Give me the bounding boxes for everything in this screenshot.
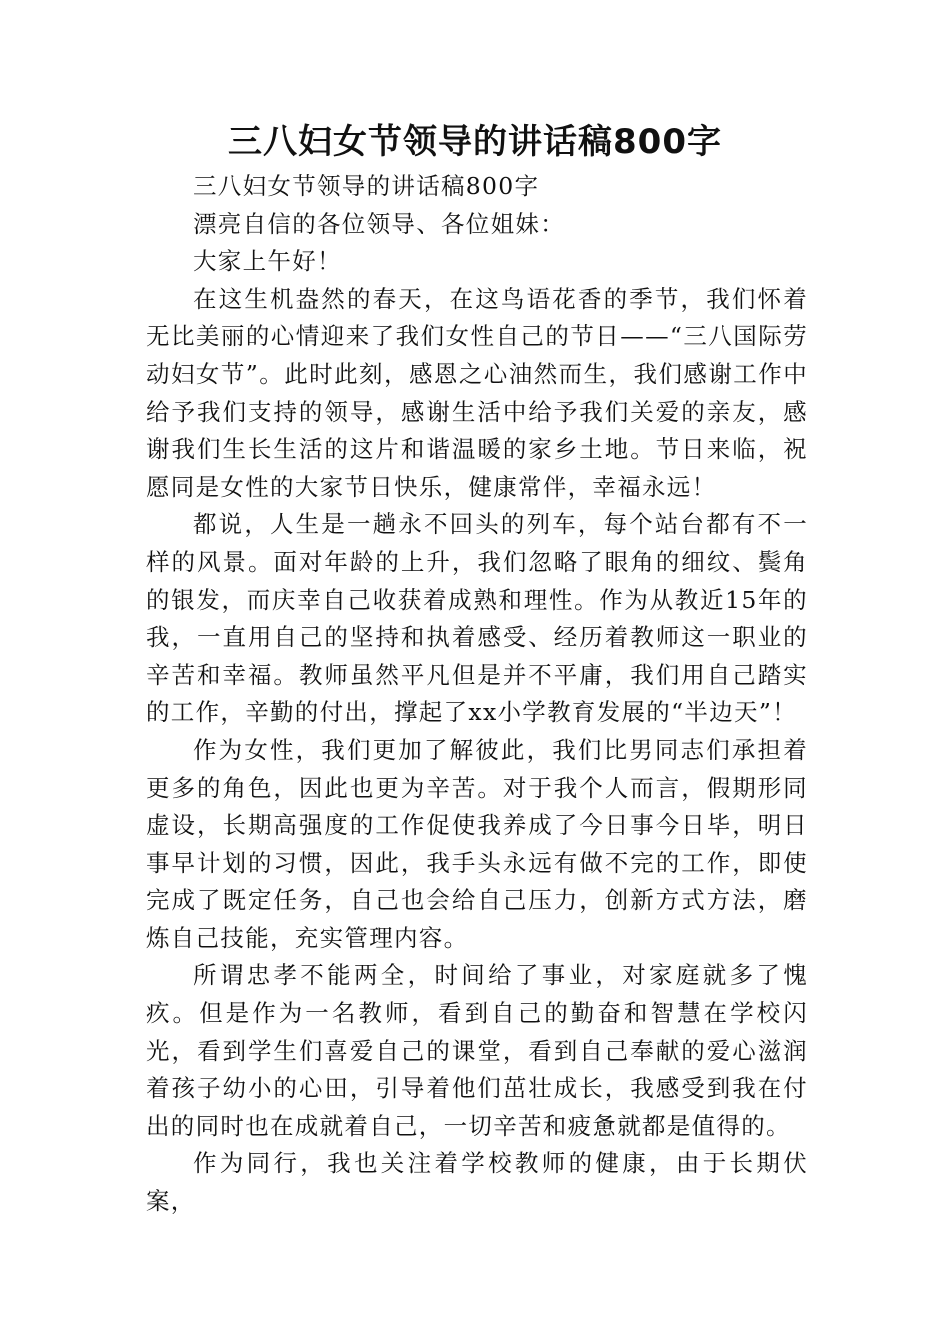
document-body — [146, 168, 808, 1221]
paragraph: 所谓忠孝不能两全，时间给了事业，对家庭就多了愧疚。但是作为一名教师，看到自己的勤奋和智慧在学校闪光，看到学生们喜爱自己的课堂，看到自己奉献的爱心滋润着孩子幼小的心田，引导着他们茁壮成长，我感受到我在付出的同时也在成就着自己，一切辛苦和疲惫就都是值得的。 — [146, 961, 808, 1140]
paragraph: 作为同行，我也关注着学校教师的健康，由于长期伏案， — [146, 1149, 808, 1216]
paragraph-salutation: 漂亮自信的各位领导、各位姐妹： — [193, 209, 565, 238]
paragraph: 都说，人生是一趟永不回头的列车，每个站台都有不一样的风景。面对年龄的上升，我们忽略了眼角的细纹、鬓角的银发，而庆幸自己收获着成熟和理性。作为从教近15年的我，一直用自己的坚持和执着感受、经历着教师这一职业的辛苦和幸福。教师虽然平凡但是并不平庸，我们用自己踏实的工作，辛勤的付出，撑起了xx小学教育发展的“半边天”！ — [146, 510, 808, 727]
paragraph: 作为女性，我们更加了解彼此，我们比男同志们承担着更多的角色，因此也更为辛苦。对于我个人而言，假期形同虚设，长期高强度的工作促使我养成了今日事今日毕，明日事早计划的习惯，因此，我手头永远有做不完的工作，即使完成了既定任务，自己也会给自己压力，创新方式方法，磨炼自己技能，充实管理内容。 — [146, 735, 808, 952]
document-title: 三八妇女节领导的讲话稿800字 — [228, 122, 722, 162]
paragraph: 在这生机盎然的春天，在这鸟语花香的季节，我们怀着无比美丽的心情迎来了我们女性自己的节日——“三八国际劳动妇女节”。此时此刻，感恩之心油然而生，我们感谢工作中给予我们支持的领导，感谢生活中给予我们关爱的亲友，感谢我们生长生活的这片和谐温暖的家乡土地。节日来临，祝愿同是女性的大家节日快乐，健康常伴，幸福永远！ — [146, 284, 808, 501]
paragraph-subtitle: 三八妇女节领导的讲话稿800字 — [193, 172, 540, 200]
paragraph-greeting: 大家上午好！ — [193, 247, 342, 276]
